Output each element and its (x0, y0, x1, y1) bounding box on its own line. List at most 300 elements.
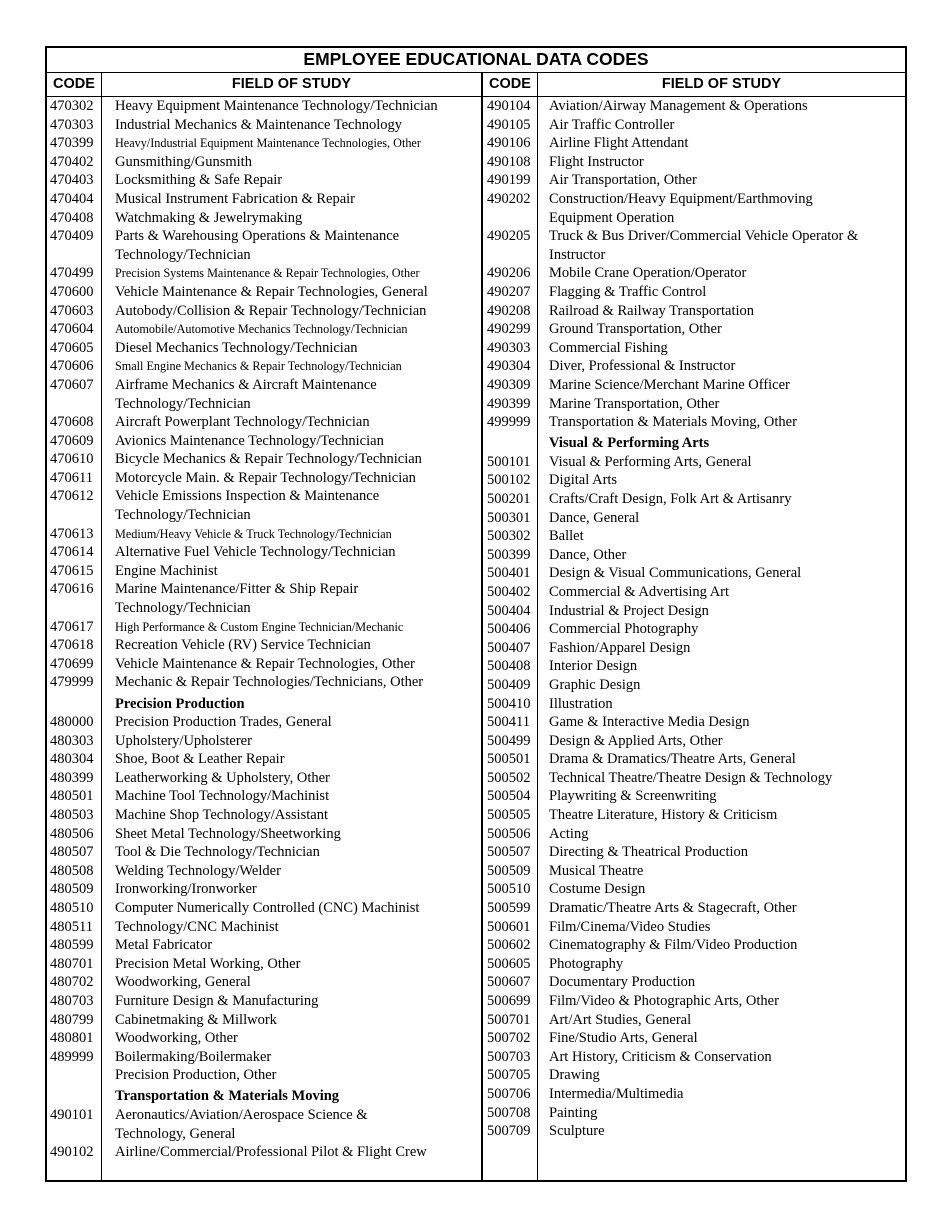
entry-field-of-study: Technology/Technician (115, 600, 251, 617)
entry-code: 499999 (487, 414, 531, 431)
entry-field-of-study: Visual & Performing Arts, General (549, 453, 752, 470)
entry-code: 490299 (487, 321, 531, 338)
code-entry (487, 339, 902, 358)
code-entry (50, 413, 475, 432)
entry-code (50, 1066, 115, 1085)
entry-field-of-study: Musical Instrument Fabrication & Repair (115, 190, 356, 207)
section-heading (487, 434, 902, 453)
entry-code (50, 506, 115, 525)
entry-field-of-study: Metal Fabricator (115, 937, 213, 954)
entry-field-of-study: Photography (549, 955, 624, 972)
code-entry (487, 227, 902, 246)
entry-field-of-study: Vehicle Emissions Inspection & Maintenance (115, 488, 380, 505)
entry-code: 500507 (487, 844, 531, 861)
code-entry (487, 806, 902, 825)
entry-code: 490303 (487, 339, 531, 356)
code-entry (50, 487, 475, 506)
entry-field-of-study: Heavy/Industrial Equipment Maintenance Technologies, Other (115, 136, 421, 151)
entry-field-of-study: Acting (549, 825, 589, 842)
entry-code: 500708 (487, 1104, 531, 1121)
code-entry (50, 302, 475, 321)
entry-field-of-study: Truck & Bus Driver/Commercial Vehicle Operator & (549, 228, 859, 245)
code-entry (487, 992, 902, 1011)
entry-field-of-study: Parts & Warehousing Operations & Maintenance (115, 228, 400, 245)
entry-code: 500709 (487, 1123, 531, 1140)
entry-field-of-study: Medium/Heavy Vehicle & Truck Technology/Technician (115, 526, 392, 541)
code-entry (50, 116, 475, 135)
entry-code: 480000 (50, 714, 94, 731)
entry-code: 470302 (50, 98, 94, 114)
entry-code: 500599 (487, 900, 531, 917)
entry-code: 470618 (50, 637, 94, 654)
entry-code: 480501 (50, 788, 94, 805)
code-entry (487, 955, 902, 974)
entry-field-of-study: Technology/Technician (115, 507, 251, 524)
entry-code: 470499 (50, 265, 94, 282)
entry-field-of-study: Flagging & Traffic Control (549, 283, 707, 300)
section-heading (50, 1087, 475, 1106)
entry-field-of-study: Technology/CNC Machinist (115, 918, 279, 935)
entry-field-of-study: Mechanic & Repair Technologies/Technicians, Other (115, 674, 424, 691)
code-entry (50, 506, 475, 525)
left-field-header: FIELD OF STUDY (231, 76, 352, 92)
code-entry (50, 1048, 475, 1067)
entry-field-of-study: Engine Machinist (115, 562, 218, 579)
entry-field-of-study: Fine/Studio Arts, General (549, 1030, 698, 1047)
entry-code: 480702 (50, 974, 94, 991)
entry-code: 470608 (50, 414, 94, 431)
entry-code: 500404 (487, 602, 531, 619)
entry-code: 500605 (487, 955, 531, 972)
entry-code: 470403 (50, 172, 94, 189)
entry-code: 470303 (50, 116, 94, 133)
code-entry (50, 787, 475, 806)
entry-code: 500411 (487, 714, 530, 731)
code-entry (487, 357, 902, 376)
code-entry (50, 450, 475, 469)
entry-field-of-study: Commercial Fishing (549, 339, 668, 356)
entry-code: 470604 (50, 321, 94, 338)
entry-code: 470611 (50, 469, 93, 486)
entry-field-of-study: Small Engine Mechanics & Repair Technology/Technician (115, 359, 402, 374)
entry-field-of-study: Art/Art Studies, General (549, 1011, 692, 1028)
entry-field-of-study: Digital Arts (549, 472, 618, 489)
entry-code: 470617 (50, 618, 94, 635)
entry-field-of-study: Diesel Mechanics Technology/Technician (115, 339, 358, 356)
entry-code: 500602 (487, 937, 531, 954)
entry-code: 470603 (50, 302, 94, 319)
entry-field-of-study: Airline/Commercial/Professional Pilot & Flight Crew (115, 1144, 427, 1161)
code-entry (487, 787, 902, 806)
code-entry (50, 283, 475, 302)
entry-code: 490205 (487, 228, 531, 245)
entry-field-of-study: Instructor (549, 246, 606, 263)
entry-code: 480799 (50, 1011, 94, 1028)
entry-field-of-study: Art History, Criticism & Conservation (549, 1048, 772, 1065)
right-field-header: FIELD OF STUDY (661, 76, 782, 92)
code-entry (50, 862, 475, 881)
section-heading-label: Transportation & Materials Moving (115, 1088, 340, 1105)
code-entry (487, 376, 902, 395)
code-entry (50, 973, 475, 992)
code-entry (50, 806, 475, 825)
code-entry (487, 1066, 902, 1085)
entry-field-of-study: Documentary Production (549, 974, 696, 991)
code-entry (50, 153, 475, 172)
entry-code: 500504 (487, 788, 531, 805)
entry-field-of-study: Cinematography & Film/Video Production (549, 937, 798, 954)
entry-code: 500607 (487, 974, 531, 991)
entry-field-of-study: Dance, General (549, 509, 640, 526)
code-entry (50, 618, 475, 637)
entry-field-of-study: Graphic Design (549, 676, 641, 693)
code-entry (50, 655, 475, 674)
entry-code: 500302 (487, 528, 531, 545)
code-entry (487, 1029, 902, 1048)
entry-code: 480511 (50, 918, 93, 935)
entry-field-of-study: Woodworking, Other (115, 1030, 238, 1047)
code-entry (487, 713, 902, 732)
entry-code: 470699 (50, 655, 94, 672)
entry-code: 500102 (487, 472, 531, 489)
entry-field-of-study: Drawing (549, 1067, 600, 1084)
entry-field-of-study: Theatre Literature, History & Criticism (549, 807, 778, 824)
entry-code: 480509 (50, 881, 94, 898)
entry-code: 500510 (487, 881, 531, 898)
section-heading-label: Precision Production (115, 695, 245, 712)
entry-code: 500699 (487, 993, 531, 1009)
entry-field-of-study: Airframe Mechanics & Aircraft Maintenance (115, 376, 377, 393)
code-entry (487, 1104, 902, 1123)
entry-code: 500705 (487, 1067, 531, 1084)
entry-field-of-study: Directing & Theatrical Production (549, 844, 749, 861)
entry-field-of-study: Computer Numerically Controlled (CNC) Machinist (115, 900, 420, 917)
entry-field-of-study: Dance, Other (549, 546, 627, 563)
code-entry (50, 1011, 475, 1030)
code-entry (487, 639, 902, 658)
entry-code: 490108 (487, 153, 531, 170)
code-entry (50, 750, 475, 769)
entry-field-of-study: Musical Theatre (549, 862, 644, 879)
code-entry (50, 673, 475, 692)
entry-code: 500408 (487, 658, 531, 675)
entry-code: 500706 (487, 1085, 531, 1102)
entry-code: 470609 (50, 432, 94, 449)
entry-field-of-study: Ironworking/Ironworker (115, 881, 257, 898)
entry-field-of-study: Precision Systems Maintenance & Repair Technologies, Other (115, 266, 420, 281)
entry-code (487, 246, 549, 265)
code-entry (50, 1125, 475, 1144)
code-entry (487, 527, 902, 546)
section-heading-spacer (50, 695, 115, 714)
entry-field-of-study: Crafts/Craft Design, Folk Art & Artisanry (549, 490, 792, 507)
code-entry (487, 602, 902, 621)
entry-code: 500502 (487, 769, 531, 786)
entry-code: 500406 (487, 621, 531, 638)
entry-code: 500601 (487, 918, 531, 935)
entry-field-of-study: Ground Transportation, Other (549, 321, 722, 338)
entry-field-of-study: Alternative Fuel Vehicle Technology/Technician (115, 544, 396, 561)
code-entry (50, 936, 475, 955)
entry-code: 500301 (487, 509, 531, 526)
entry-field-of-study: Airline Flight Attendant (549, 135, 689, 152)
entry-code: 470605 (50, 339, 94, 356)
code-entry (487, 657, 902, 676)
code-entry (50, 713, 475, 732)
entry-field-of-study: Leatherworking & Upholstery, Other (115, 769, 330, 786)
code-entry (487, 116, 902, 135)
code-entry (487, 880, 902, 899)
entry-field-of-study: Air Transportation, Other (549, 172, 697, 189)
entry-code: 500509 (487, 862, 531, 879)
code-entry (50, 992, 475, 1011)
entry-field-of-study: Equipment Operation (549, 209, 675, 226)
code-entry (50, 1106, 475, 1125)
entry-code: 490105 (487, 116, 531, 133)
code-entry (487, 862, 902, 881)
entry-field-of-study: Furniture Design & Manufacturing (115, 993, 319, 1009)
code-entry (50, 843, 475, 862)
code-entry (487, 209, 902, 228)
entry-code: 470607 (50, 376, 94, 393)
code-entry (50, 562, 475, 581)
entry-field-of-study: Vehicle Maintenance & Repair Technologies, Other (115, 655, 415, 672)
entry-field-of-study: Motorcycle Main. & Repair Technology/Technician (115, 469, 416, 486)
right-code-header: CODE (489, 76, 531, 92)
code-entry (50, 599, 475, 618)
entry-code: 490106 (487, 135, 531, 152)
entry-code: 500201 (487, 490, 531, 507)
code-entry (50, 395, 475, 414)
code-entry (50, 1143, 475, 1162)
entry-field-of-study: Woodworking, General (115, 974, 251, 991)
code-entry (487, 395, 902, 414)
entry-field-of-study: Welding Technology/Welder (115, 862, 281, 879)
code-entry (487, 171, 902, 190)
code-entry (50, 899, 475, 918)
entry-field-of-study: Locksmithing & Safe Repair (115, 172, 283, 189)
entry-code: 490102 (50, 1144, 94, 1161)
entry-field-of-study: Intermedia/Multimedia (549, 1085, 684, 1102)
center-divider (481, 72, 483, 1180)
entry-field-of-study: Ballet (549, 528, 584, 545)
code-entry (50, 525, 475, 544)
code-entry (487, 453, 902, 472)
entry-field-of-study: Gunsmithing/Gunsmith (115, 153, 252, 170)
entry-code: 470399 (50, 135, 94, 152)
entry-code: 490399 (487, 395, 531, 412)
code-entry (487, 825, 902, 844)
code-entry (487, 843, 902, 862)
code-entry (487, 413, 902, 432)
entry-field-of-study: Machine Tool Technology/Machinist (115, 788, 330, 805)
entry-code: 500402 (487, 583, 531, 600)
entry-field-of-study: Film/Cinema/Video Studies (549, 918, 711, 935)
entry-code: 470606 (50, 358, 94, 375)
entry-field-of-study: Aviation/Airway Management & Operations (549, 98, 808, 114)
code-entry (50, 955, 475, 974)
code-entry (487, 1085, 902, 1104)
entry-code: 480506 (50, 825, 94, 842)
entry-field-of-study: Watchmaking & Jewelrymaking (115, 209, 303, 226)
entry-field-of-study: Shoe, Boot & Leather Repair (115, 751, 285, 768)
entry-code: 470613 (50, 525, 94, 542)
code-entry (487, 1048, 902, 1067)
code-entry (487, 546, 902, 565)
entry-field-of-study: Design & Visual Communications, General (549, 565, 802, 582)
code-entry (487, 620, 902, 639)
entry-field-of-study: Industrial Mechanics & Maintenance Technology (115, 116, 403, 133)
entry-field-of-study: Commercial & Advertising Art (549, 583, 730, 600)
entry-code: 480304 (50, 751, 94, 768)
entry-field-of-study: Marine Maintenance/Fitter & Ship Repair (115, 581, 359, 598)
code-entry (487, 190, 902, 209)
entry-code: 490206 (487, 265, 531, 282)
code-entry (50, 246, 475, 265)
entry-field-of-study: Technology/Technician (115, 395, 251, 412)
code-entry (50, 880, 475, 899)
code-entry (50, 636, 475, 655)
code-entry (487, 732, 902, 751)
entry-code: 490304 (487, 358, 531, 375)
entry-field-of-study: Drama & Dramatics/Theatre Arts, General (549, 751, 796, 768)
section-heading-spacer (487, 434, 549, 453)
code-entry (50, 264, 475, 283)
document-title: EMPLOYEE EDUCATIONAL DATA CODES (303, 49, 649, 69)
entry-field-of-study: Illustration (549, 695, 613, 712)
entry-code: 500506 (487, 825, 531, 842)
entry-code: 480801 (50, 1030, 94, 1047)
entry-code: 479999 (50, 674, 94, 691)
code-entry (487, 936, 902, 955)
entry-code: 470408 (50, 209, 94, 226)
entry-code: 480399 (50, 769, 94, 786)
entry-field-of-study: Cabinetmaking & Millwork (115, 1011, 277, 1028)
entry-field-of-study: Game & Interactive Media Design (549, 714, 750, 731)
code-entry (50, 769, 475, 788)
entry-code: 490199 (487, 172, 531, 189)
code-entry (50, 732, 475, 751)
code-entry (487, 1122, 902, 1141)
entry-field-of-study: Recreation Vehicle (RV) Service Technician (115, 637, 371, 654)
code-entry (50, 376, 475, 395)
entry-code: 490104 (487, 98, 531, 114)
left-code-header: CODE (53, 76, 95, 92)
entry-field-of-study: Technology, General (115, 1125, 236, 1142)
entry-code: 500703 (487, 1048, 531, 1065)
entry-field-of-study: Industrial & Project Design (549, 602, 709, 619)
entry-field-of-study: Precision Production Trades, General (115, 714, 332, 731)
section-heading-spacer (50, 1087, 115, 1106)
entry-field-of-study: Commercial Photography (549, 621, 699, 638)
entry-code: 480701 (50, 955, 94, 972)
code-entry (487, 153, 902, 172)
entry-field-of-study: Aeronautics/Aviation/Aerospace Science & (115, 1107, 368, 1124)
entry-field-of-study: Railroad & Railway Transportation (549, 302, 754, 319)
entry-field-of-study: Diver, Professional & Instructor (549, 358, 736, 375)
entry-field-of-study: Tool & Die Technology/Technician (115, 844, 320, 861)
section-heading (50, 695, 475, 714)
code-entry (487, 973, 902, 992)
entry-code: 500702 (487, 1030, 531, 1047)
entry-code: 470600 (50, 283, 94, 300)
code-entry (50, 825, 475, 844)
entry-field-of-study: Air Traffic Controller (549, 116, 675, 133)
entry-code: 500501 (487, 751, 531, 768)
entry-field-of-study: Aircraft Powerplant Technology/Technician (115, 414, 370, 431)
section-heading-label: Visual & Performing Arts (549, 435, 710, 452)
entry-code: 500505 (487, 807, 531, 824)
entry-code: 490101 (50, 1107, 94, 1124)
code-entry (487, 134, 902, 153)
entry-code: 470402 (50, 153, 94, 170)
code-entry (487, 302, 902, 321)
entry-field-of-study: Sheet Metal Technology/Sheetworking (115, 825, 341, 842)
entry-code (50, 246, 115, 265)
entry-field-of-study: Sculpture (549, 1123, 605, 1140)
code-entry (487, 695, 902, 714)
entry-code: 500101 (487, 453, 531, 470)
entry-field-of-study: Interior Design (549, 658, 638, 675)
entry-code: 470615 (50, 562, 94, 579)
entry-code: 490207 (487, 283, 531, 300)
entry-code (50, 599, 115, 618)
entry-field-of-study: Technology/Technician (115, 246, 251, 263)
entry-field-of-study: Costume Design (549, 881, 646, 898)
code-entry (487, 676, 902, 695)
entry-field-of-study: Vehicle Maintenance & Repair Technologies, General (115, 283, 428, 300)
code-entry (50, 171, 475, 190)
entry-code: 470612 (50, 488, 94, 505)
entry-code: 480507 (50, 844, 94, 861)
code-entry (487, 264, 902, 283)
code-entry (50, 320, 475, 339)
code-entry (487, 583, 902, 602)
entry-field-of-study: Flight Instructor (549, 153, 644, 170)
entry-field-of-study: High Performance & Custom Engine Technician/Mechanic (115, 619, 404, 634)
entry-code: 480303 (50, 732, 94, 749)
entry-field-of-study: Marine Science/Merchant Marine Officer (549, 376, 790, 393)
code-entry (487, 471, 902, 490)
entry-field-of-study: Dramatic/Theatre Arts & Stagecraft, Other (549, 900, 797, 917)
code-entry (487, 490, 902, 509)
code-entry (50, 339, 475, 358)
right-code-list (487, 97, 902, 1141)
code-entry (50, 97, 475, 116)
entry-field-of-study: Automobile/Automotive Mechanics Technology/Technician (115, 322, 408, 337)
left-code-list (50, 97, 475, 1162)
code-entry (50, 357, 475, 376)
entry-field-of-study: Film/Video & Photographic Arts, Other (549, 993, 779, 1009)
code-entry (50, 1029, 475, 1048)
entry-code: 490208 (487, 302, 531, 319)
entry-field-of-study: Boilermaking/Boilermaker (115, 1048, 272, 1065)
code-entry (487, 1011, 902, 1030)
entry-field-of-study: Marine Transportation, Other (549, 395, 720, 412)
code-entry (50, 580, 475, 599)
entry-code: 489999 (50, 1048, 94, 1065)
code-entry (50, 543, 475, 562)
entry-field-of-study: Playwriting & Screenwriting (549, 788, 717, 805)
code-entry (487, 769, 902, 788)
entry-code: 500409 (487, 676, 531, 693)
entry-field-of-study: Painting (549, 1104, 598, 1121)
entry-code: 480503 (50, 807, 94, 824)
code-entry (487, 564, 902, 583)
entry-code: 480510 (50, 900, 94, 917)
entry-field-of-study: Upholstery/Upholsterer (115, 732, 252, 749)
entry-code: 500410 (487, 695, 531, 712)
